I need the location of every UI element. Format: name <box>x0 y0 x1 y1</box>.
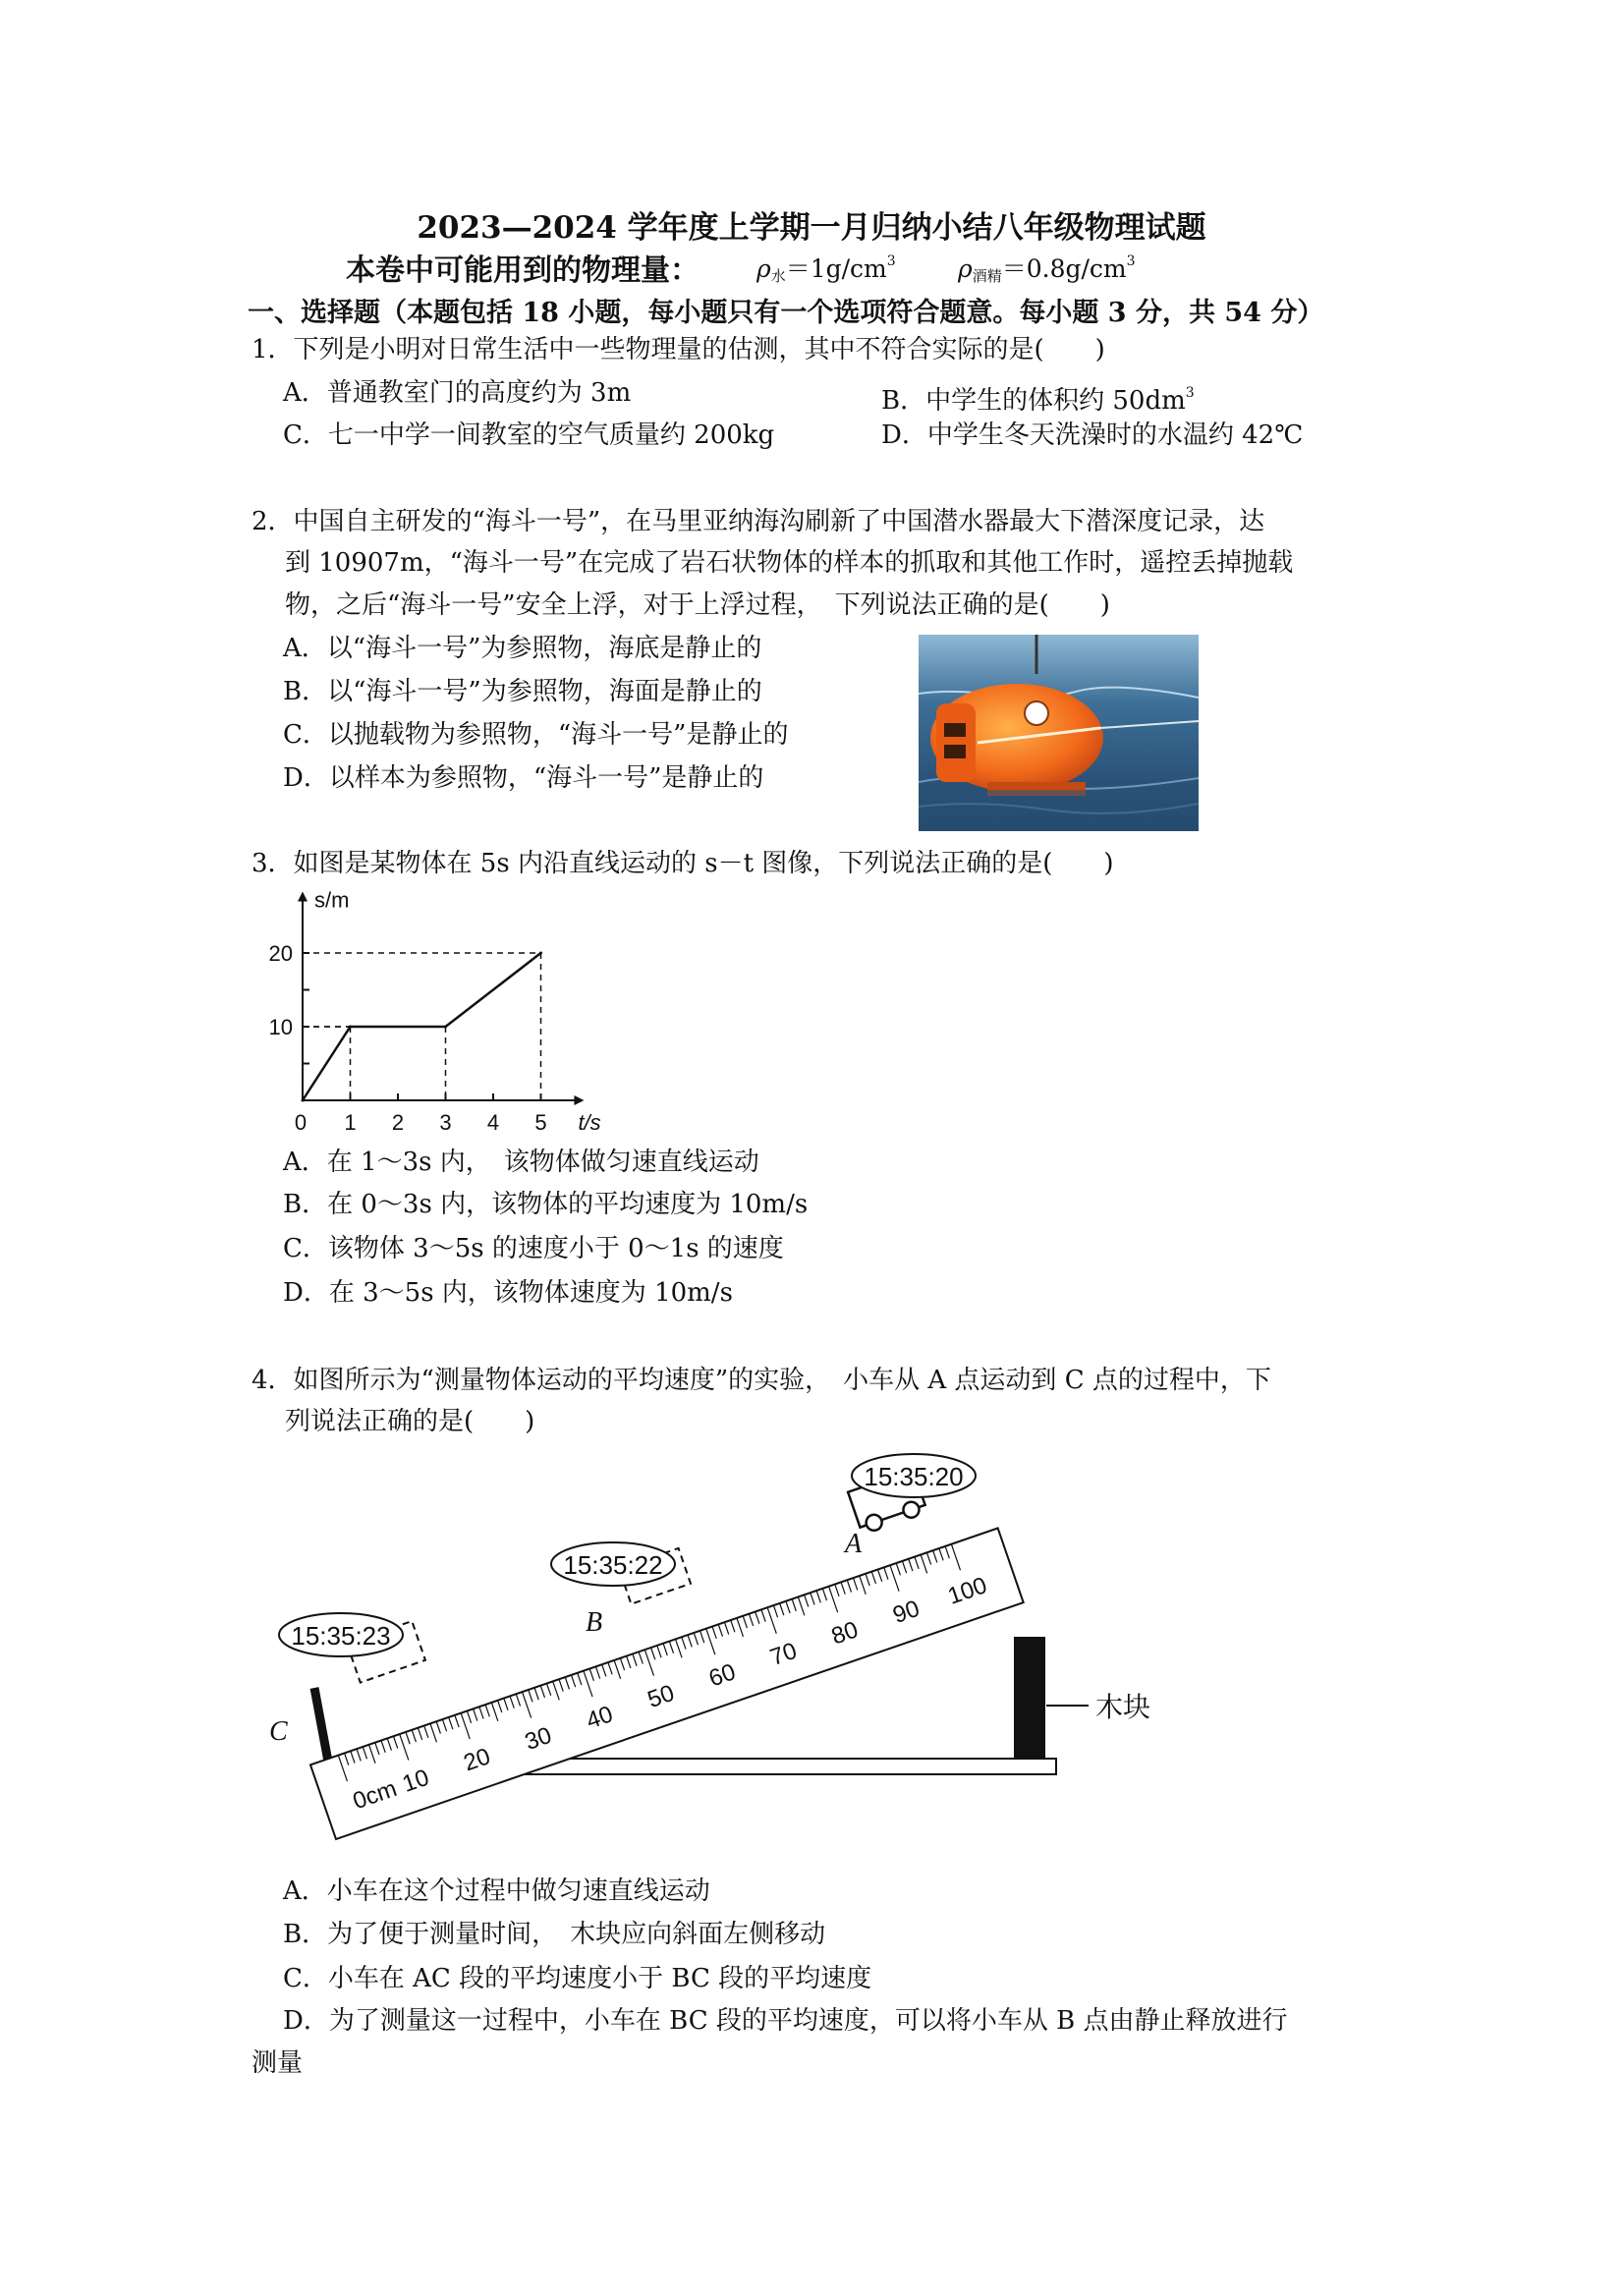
q4-stem-line1: 4．如图所示为“测量物体运动的平均速度”的实验， 小车从 A 点运动到 C 点的过程中，下 <box>252 1366 1271 1395</box>
rho-alcohol: $\rho_{酒精}=0.8g/cm^3$ <box>958 253 1136 285</box>
st-point <box>302 1099 305 1102</box>
q3-option-a: A．在 1～3s 内， 该物体做匀速直线运动 <box>283 1148 759 1177</box>
q3-option-d: D．在 3～5s 内，该物体速度为 10m/s <box>283 1278 733 1308</box>
label-c: C <box>269 1716 288 1747</box>
section-heading: 一、选择题（本题包括 18 小题，每小题只有一个选项符合题意。每小题 3 分，共 54 分） <box>248 298 1324 328</box>
q2-stem-line3: 物，之后“海斗一号”安全上浮，对于上浮过程， 下列说法正确的是( ) <box>285 590 1110 620</box>
q4-option-d-line1: D．为了测量这一过程中，小车在 BC 段的平均速度，可以将小车从 B 点由静止释放进行 <box>283 2006 1288 2036</box>
q4-option-d-line2: 测量 <box>252 2048 304 2078</box>
ruler-label-10: 10 <box>399 1764 433 1798</box>
ruler-label-100: 100 <box>944 1572 991 1610</box>
q3-option-b: B．在 0～3s 内，该物体的平均速度为 10m/s <box>283 1190 809 1219</box>
x-tick-label-1: 1 <box>344 1110 357 1135</box>
ruler-label-0cm: 0cm <box>349 1775 401 1816</box>
exam-title: 2023—2024 学年度上学期一月归纳小结八年级物理试题 <box>417 210 1206 246</box>
q4-stem-line2: 列说法正确的是( ) <box>285 1407 535 1436</box>
time-c: 15:35:23 <box>291 1621 391 1651</box>
label-b: B <box>586 1607 603 1638</box>
y-tick-label-20: 20 <box>268 941 293 966</box>
submersible-photo <box>919 635 1199 831</box>
time-a: 15:35:20 <box>864 1462 964 1491</box>
q4-option-b: B．为了便于测量时间， 木块应向斜面左侧移动 <box>283 1920 826 1949</box>
ruler-label-50: 50 <box>644 1679 678 1714</box>
q2-stem-line2: 到 10907m，“海斗一号”在完成了岩石状物体的样本的抓取和其他工作时，遥控丢掉抛载 <box>285 548 1294 578</box>
wooden-block <box>1014 1637 1045 1760</box>
q1-option-a: A．普通教室门的高度约为 3m <box>283 378 632 408</box>
ruler-label-80: 80 <box>827 1616 863 1651</box>
ruler-label-30: 30 <box>521 1721 555 1756</box>
ruler-label-60: 60 <box>705 1658 740 1693</box>
q1-option-c: C．七一中学一间教室的空气质量约 200kg <box>283 420 775 450</box>
ruler-label-70: 70 <box>766 1637 801 1672</box>
left-stopper <box>314 1688 328 1762</box>
q3-option-c: C．该物体 3～5s 的速度小于 0～1s 的速度 <box>283 1234 784 1263</box>
ruler-label-40: 40 <box>583 1701 617 1735</box>
x-axis-arrow <box>574 1095 584 1105</box>
y-axis-label: s/m <box>314 887 350 913</box>
ruler-label-20: 20 <box>460 1743 494 1777</box>
q1-stem: 1．下列是小明对日常生活中一些物理量的估测，其中不符合实际的是( ) <box>252 335 1105 364</box>
ruler-label-90: 90 <box>889 1595 923 1630</box>
y-tick-label-10: 10 <box>268 1015 293 1039</box>
x-tick-label-3: 3 <box>439 1110 452 1135</box>
y-axis-arrow <box>298 892 308 902</box>
x-axis-label: t/s <box>578 1110 601 1135</box>
q2-option-b: B．以“海斗一号”为参照物，海面是静止的 <box>283 677 762 706</box>
q2-option-a: A．以“海斗一号”为参照物，海底是静止的 <box>283 634 762 663</box>
constants-label: 本卷中可能用到的物理量： <box>346 253 700 288</box>
x-tick-label-4: 4 <box>486 1110 500 1135</box>
x-tick-label-5: 5 <box>534 1110 547 1135</box>
q4-option-a: A．小车在这个过程中做匀速直线运动 <box>283 1876 710 1906</box>
q1-option-d: D．中学生冬天洗澡时的水温约 42℃ <box>881 420 1304 450</box>
label-a: A <box>845 1529 863 1559</box>
st-point <box>349 1026 352 1029</box>
q2-option-d: D．以样本为参照物，“海斗一号”是静止的 <box>283 763 764 793</box>
q3-stem: 3．如图是某物体在 5s 内沿直线运动的 s－t 图像，下列说法正确的是( ) <box>252 849 1114 878</box>
st-point <box>539 952 542 955</box>
q2-stem-line1: 2．中国自主研发的“海斗一号”，在马里亚纳海沟刷新了中国潜水器最大下潜深度记录，达 <box>252 507 1265 536</box>
block-label: 木块 <box>1095 1691 1151 1723</box>
rho-water: $\rho_水=1g/cm^3$ <box>756 253 896 285</box>
st-graph <box>257 880 611 1136</box>
q4-option-c: C．小车在 AC 段的平均速度小于 BC 段的平均速度 <box>283 1964 872 1993</box>
time-b: 15:35:22 <box>563 1550 663 1580</box>
q1-option-b: B．中学生的体积约 $50dm^3$ <box>881 385 1195 416</box>
st-graph-plot <box>269 888 601 1136</box>
x-tick-label-2: 2 <box>391 1110 405 1135</box>
st-point <box>444 1026 447 1029</box>
q2-option-c: C．以抛载物为参照物，“海斗一号”是静止的 <box>283 720 789 750</box>
x-tick-label-0: 0 <box>294 1110 308 1135</box>
incline-figure <box>265 1442 1208 1855</box>
